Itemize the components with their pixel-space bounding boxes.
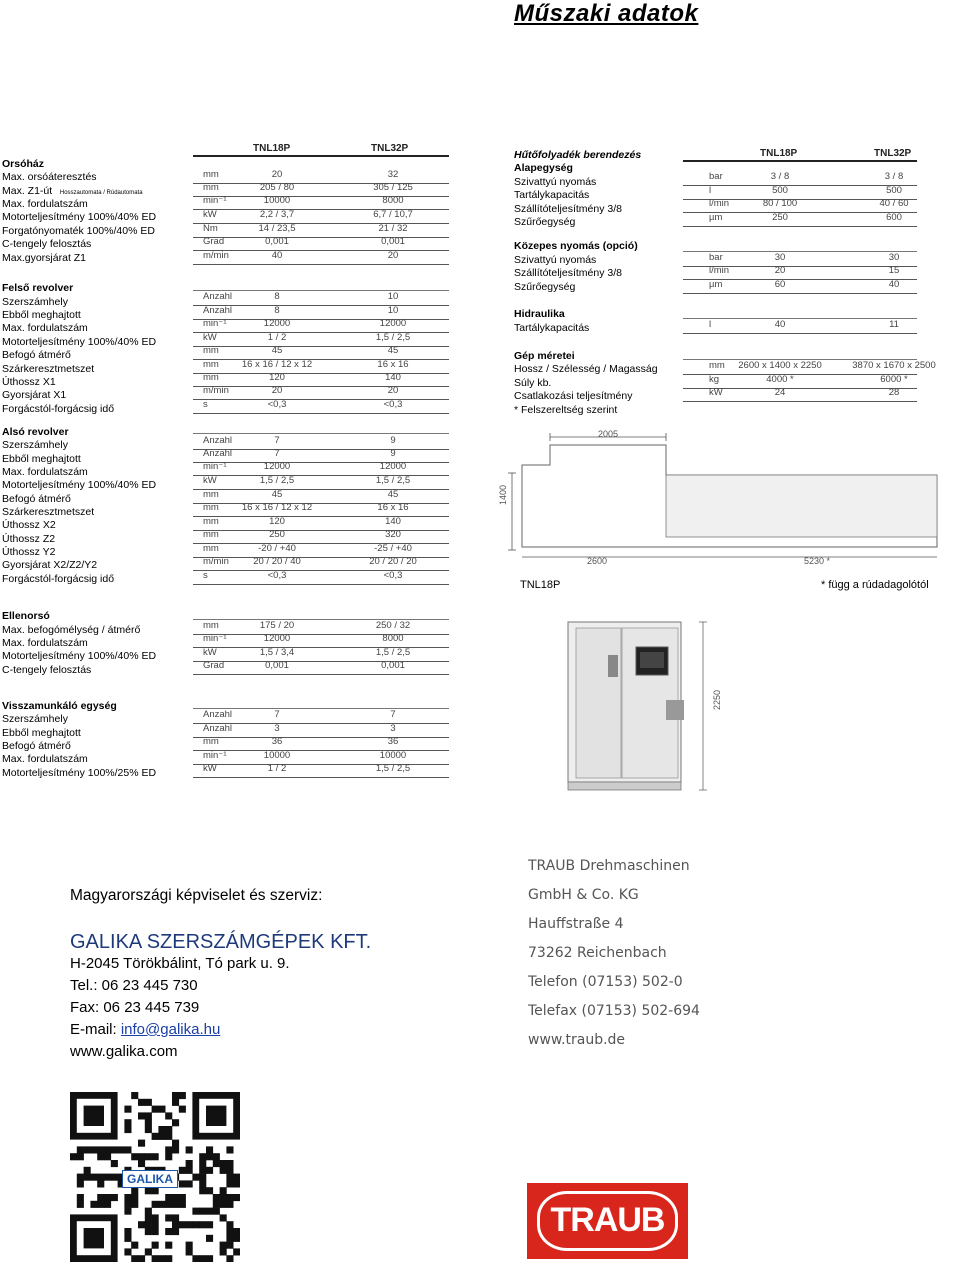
spec-cell-a: 40	[774, 319, 786, 330]
spec-cell-a: 8	[274, 305, 280, 316]
spec-cell-b: 140	[385, 372, 401, 383]
spec-cell-b: 600	[886, 212, 902, 223]
spec-cell-b: 3 / 8	[884, 171, 904, 182]
qr-code	[70, 1092, 240, 1262]
spec-cell-a: 30	[774, 252, 786, 263]
spec-label: Motorteljesítmény 100%/40% ED	[2, 336, 157, 348]
spec-cell-b: 140	[385, 516, 401, 527]
spec-cell-a: 1,5 / 3,4	[259, 647, 295, 658]
spec-label: Max. fordulatszám	[2, 753, 88, 765]
traub-address-line: GmbH & Co. KG	[528, 887, 639, 903]
spec-label: Úthossz Z2	[2, 533, 56, 545]
spec-cell-u: s	[203, 399, 208, 410]
spec-cell-a: 12000	[263, 318, 291, 329]
spec-cell-a: 16 x 16 / 12 x 12	[241, 359, 313, 370]
spec-row	[683, 265, 917, 280]
spec-label: C-tengely felosztás	[2, 664, 92, 676]
spec-cell-u: m/min	[203, 385, 229, 396]
spec-label: Forgácstól-forgácsig idő	[2, 403, 115, 415]
spec-row	[683, 171, 917, 186]
spec-cell-u: mm	[203, 543, 219, 554]
spec-cell-b: 1,5 / 2,5	[375, 475, 411, 486]
spec-label: Hossz / Szélesség / Magasság	[514, 363, 658, 375]
spec-cell-b: 1,5 / 2,5	[375, 763, 411, 774]
email-link[interactable]: info@galika.hu	[120, 1021, 221, 1038]
spec-cell-a: 2600 x 1400 x 2250	[738, 360, 822, 371]
dim-total-width: 5230 *	[804, 556, 831, 566]
spec-label: Motorteljesítmény 100%/25% ED	[2, 767, 157, 779]
company-web: www.galika.com	[70, 1043, 178, 1060]
drawing-model-label: TNL18P	[520, 579, 561, 591]
spec-label: Max.gyorsjárat Z1	[2, 252, 87, 264]
traub-address-line: TRAUB Drehmaschinen	[528, 858, 690, 874]
spec-label: Gép méretei	[514, 350, 575, 362]
spec-row	[193, 250, 449, 265]
column-head-tnl18p: TNL18P	[253, 143, 291, 154]
spec-label: Szárkeresztmetszet	[2, 506, 95, 518]
traub-address-line: Telefon (07153) 502-0	[528, 974, 683, 990]
spec-row	[193, 209, 449, 224]
spec-cell-u: min⁻¹	[203, 750, 227, 761]
spec-cell-b: <0,3	[383, 399, 403, 410]
spec-label: Orsóház	[2, 158, 45, 170]
spec-cell-a: 36	[271, 736, 283, 747]
company-name: GALIKA SZERSZÁMGÉPEK KFT.	[70, 931, 372, 953]
floor-plan-drawing	[490, 425, 950, 595]
spec-row	[193, 570, 449, 585]
spec-cell-a: 20	[271, 169, 283, 180]
spec-cell-a: <0,3	[267, 399, 287, 410]
spec-cell-a: 40	[271, 250, 283, 261]
spec-row	[683, 198, 917, 213]
spec-cell-a: 1 / 2	[267, 763, 287, 774]
spec-cell-u: kW	[203, 209, 217, 220]
spec-cell-u: mm	[203, 489, 219, 500]
spec-cell-a: 1 / 2	[267, 332, 287, 343]
spec-row	[193, 502, 449, 517]
dim-base-width: 2600	[587, 556, 608, 566]
spec-cell-u: kW	[203, 475, 217, 486]
traub-logo-text: TRAUB	[550, 1201, 665, 1239]
spec-row	[193, 385, 449, 400]
spec-label: Max. befogómélység / átmérő	[2, 624, 141, 636]
spec-cell-b: 12000	[379, 318, 407, 329]
spec-label: Szerszámhely	[2, 296, 68, 308]
spec-cell-b: 21 / 32	[378, 223, 408, 234]
spec-row	[193, 556, 449, 571]
spec-cell-a: 120	[269, 516, 285, 527]
dim-top-width: 2005	[598, 429, 619, 439]
spec-cell-a: 60	[774, 279, 786, 290]
spec-row	[193, 529, 449, 544]
spec-cell-b: 16 x 16	[377, 359, 409, 370]
spec-cell-a: 205 / 80	[259, 182, 295, 193]
spec-cell-a: 8	[274, 291, 280, 302]
column-head-tnl32p-right: TNL32P	[874, 148, 912, 159]
spec-row	[193, 709, 449, 724]
spec-cell-b: 1,5 / 2,5	[375, 332, 411, 343]
spec-row	[193, 318, 449, 333]
spec-cell-u: Grad	[203, 660, 225, 671]
spec-cell-a: 250	[269, 529, 285, 540]
spec-row	[683, 360, 936, 375]
spec-cell-a: <0,3	[267, 570, 287, 581]
spec-cell-u: Anzahl	[203, 305, 233, 316]
spec-label: Gyorsjárat X1	[2, 389, 67, 401]
spec-label: Szivattyú nyomás	[514, 176, 597, 188]
spec-label: Hűtőfolyadék berendezés	[514, 149, 642, 161]
spec-cell-b: 10	[387, 305, 399, 316]
spec-cell-u: mm	[203, 169, 219, 180]
spec-label: Tartálykapacitás	[514, 322, 590, 334]
spec-row	[683, 387, 917, 402]
spec-cell-a: -20 / +40	[258, 543, 296, 554]
contact-block	[70, 885, 371, 1063]
spec-cell-b: 20	[387, 250, 399, 261]
traub-address-line: Telefax (07153) 502-694	[528, 1003, 700, 1019]
spec-cell-a: 80 / 100	[762, 198, 798, 209]
spec-cell-u: mm	[203, 620, 219, 631]
spec-cell-a: 2,2 / 3,7	[259, 209, 295, 220]
spec-cell-u: bar	[709, 171, 723, 182]
spec-label: Szűrőegység	[514, 216, 576, 228]
spec-label: Motorteljesítmény 100%/40% ED	[2, 650, 157, 662]
column-head-tnl18p-right: TNL18P	[760, 148, 798, 159]
spec-cell-b: 9	[390, 435, 396, 446]
spec-cell-a: 45	[271, 345, 283, 356]
spec-label: Befogó átmérő	[2, 493, 71, 505]
spec-label: Szűrőegység	[514, 281, 576, 293]
spec-label: Szárkeresztmetszet	[2, 363, 95, 375]
spec-row	[193, 736, 449, 751]
spec-cell-u: kW	[709, 387, 723, 398]
table-top-rule	[193, 155, 449, 157]
spec-row	[193, 660, 449, 675]
spec-label: Ebből meghajtott	[2, 309, 81, 321]
spec-cell-u: mm	[203, 359, 219, 370]
spec-cell-b: 250 / 32	[375, 620, 411, 631]
spec-label: Gyorsjárat X2/Z2/Y2	[2, 559, 98, 571]
spec-cell-u: bar	[709, 252, 723, 263]
spec-cell-a: 10000	[263, 195, 291, 206]
spec-cell-b: 45	[387, 489, 399, 500]
spec-cell-b: 15	[888, 265, 900, 276]
spec-cell-a: 7	[274, 709, 280, 720]
spec-label: Csatlakozási teljesítmény	[514, 390, 633, 402]
spec-label: Úthossz X1	[2, 376, 56, 388]
spec-cell-b: 40	[888, 279, 900, 290]
spec-cell-a: 120	[269, 372, 285, 383]
dim-machine-height: 2250	[712, 689, 722, 710]
spec-cell-b: 1,5 / 2,5	[375, 647, 411, 658]
column-head-tnl32p: TNL32P	[371, 143, 409, 154]
spec-cell-a: 4000 *	[766, 374, 794, 385]
spec-cell-b: 3	[390, 723, 396, 734]
spec-label: Úthossz X2	[2, 519, 56, 531]
spec-label: Úthossz Y2	[2, 546, 56, 558]
spec-cell-u: l	[709, 319, 712, 330]
spec-cell-b: 28	[888, 387, 900, 398]
spec-label: Max. fordulatszám	[2, 322, 88, 334]
spec-label: * Felszereltség szerint	[514, 404, 618, 416]
spec-cell-b: 20	[387, 385, 399, 396]
spec-cell-a: 175 / 20	[259, 620, 295, 631]
spec-cell-a: 7	[274, 435, 280, 446]
spec-cell-u: m/min	[203, 556, 229, 567]
spec-cell-u: min⁻¹	[203, 195, 227, 206]
spec-row	[193, 236, 449, 251]
company-tel: Tel.: 06 23 445 730	[70, 977, 198, 994]
spec-label: Max. Z1-út Hosszautomata / Rúdautomata	[2, 185, 143, 197]
spec-row	[193, 763, 449, 778]
traub-address-line: 73262 Reichenbach	[528, 945, 667, 961]
spec-row	[193, 475, 449, 490]
spec-cell-b: 10	[387, 291, 399, 302]
spec-label: Súly kb.	[514, 377, 552, 389]
spec-cell-b: 10000	[379, 750, 407, 761]
spec-label: Motorteljesítmény 100%/40% ED	[2, 211, 157, 223]
spec-cell-u: mm	[203, 736, 219, 747]
spec-cell-a: 20 / 20 / 40	[253, 556, 301, 567]
spec-cell-b: 500	[886, 185, 902, 196]
spec-cell-u: Anzahl	[203, 291, 233, 302]
spec-label: Befogó átmérő	[2, 349, 71, 361]
spec-cell-u: µm	[709, 279, 723, 290]
spec-cell-u: mm	[203, 502, 219, 513]
qr-label: GALIKA	[122, 1170, 178, 1188]
spec-label: Befogó átmérő	[2, 740, 71, 752]
spec-cell-u: mm	[203, 182, 219, 193]
spec-cell-u: mm	[203, 516, 219, 527]
spec-cell-b: 8000	[382, 633, 404, 644]
spec-label: Közepes nyomás (opció)	[514, 240, 638, 252]
spec-label: Szállítóteljesítmény 3/8	[514, 267, 622, 279]
spec-cell-b: 3870 x 1670 x 2500	[852, 360, 936, 371]
spec-row	[683, 212, 917, 227]
spec-cell-u: mm	[203, 345, 219, 356]
spec-label: Forgatónyomaték 100%/40% ED	[2, 225, 155, 237]
spec-cell-b: 320	[385, 529, 401, 540]
spec-cell-a: 0,001	[265, 236, 289, 247]
spec-label: C-tengely felosztás	[2, 238, 92, 250]
company-fax: Fax: 06 23 445 739	[70, 999, 200, 1016]
spec-cell-u: µm	[709, 212, 723, 223]
spec-cell-a: 24	[774, 387, 786, 398]
spec-cell-u: l	[709, 185, 712, 196]
table-top-rule-right	[683, 160, 917, 162]
spec-cell-u: mm	[203, 529, 219, 540]
spec-label: Max. fordulatszám	[2, 466, 88, 478]
traub-address-line: Hauffstraße 4	[528, 916, 624, 932]
spec-label: Szállítóteljesítmény 3/8	[514, 203, 622, 215]
spec-cell-a: 250	[772, 212, 788, 223]
spec-label: Ebből meghajtott	[2, 727, 81, 739]
spec-cell-u: s	[203, 570, 208, 581]
spec-cell-u: kW	[203, 332, 217, 343]
spec-cell-u: min⁻¹	[203, 318, 227, 329]
spec-cell-b: 8000	[382, 195, 404, 206]
company-email-line: E-mail: info@galika.hu	[70, 1021, 221, 1038]
spec-label: Szerszámhely	[2, 439, 68, 451]
spec-cell-a: 3 / 8	[770, 171, 790, 182]
spec-cell-a: 12000	[263, 633, 291, 644]
spec-row	[193, 461, 449, 476]
spec-cell-b: 7	[390, 709, 396, 720]
spec-cell-u: l/min	[709, 198, 730, 209]
spec-cell-b: <0,3	[383, 570, 403, 581]
spec-cell-u: mm	[203, 372, 219, 383]
spec-cell-b: 12000	[379, 461, 407, 472]
spec-cell-a: 500	[772, 185, 788, 196]
spec-label: Max. fordulatszám	[2, 198, 88, 210]
spec-row	[683, 319, 917, 334]
spec-label: Ellenorsó	[2, 610, 50, 622]
spec-label: Max. orsóáteresztés	[2, 171, 97, 183]
machine-front-view	[556, 600, 736, 805]
spec-label: Motorteljesítmény 100%/40% ED	[2, 479, 157, 491]
spec-label: Szivattyú nyomás	[514, 254, 597, 266]
spec-cell-a: 7	[274, 448, 280, 459]
table-rule	[193, 433, 449, 434]
spec-row	[193, 195, 449, 210]
spec-cell-u: m/min	[203, 250, 229, 261]
spec-cell-a: 12000	[263, 461, 291, 472]
spec-cell-b: 9	[390, 448, 396, 459]
spec-cell-b: 305 / 125	[373, 182, 413, 193]
spec-cell-b: 0,001	[381, 236, 405, 247]
spec-label: Visszamunkáló egység	[2, 700, 117, 712]
spec-row	[193, 633, 449, 648]
drawing-note: * függ a rúdadagolótól	[821, 579, 929, 591]
spec-cell-a: 45	[271, 489, 283, 500]
spec-cell-b: 45	[387, 345, 399, 356]
traub-address-line: www.traub.de	[528, 1032, 626, 1048]
spec-cell-u: Anzahl	[203, 709, 233, 720]
dim-height: 1400	[498, 484, 508, 505]
spec-cell-a: 3	[274, 723, 280, 734]
spec-label: Alapegység	[514, 162, 573, 174]
spec-cell-u: Anzahl	[203, 448, 233, 459]
spec-cell-b: 20 / 20 / 20	[369, 556, 417, 567]
spec-cell-u: Grad	[203, 236, 225, 247]
spec-cell-b: -25 / +40	[374, 543, 412, 554]
spec-cell-b: 30	[888, 252, 900, 263]
spec-cell-u: Anzahl	[203, 723, 233, 734]
spec-cell-u: l/min	[709, 265, 730, 276]
spec-label: Forgácstól-forgácsig idő	[2, 573, 115, 585]
spec-cell-a: 14 / 23,5	[258, 223, 296, 234]
spec-cell-a: 0,001	[265, 660, 289, 671]
traub-address	[528, 852, 700, 1055]
spec-label: Felső revolver	[2, 282, 74, 294]
spec-cell-b: 11	[889, 319, 899, 330]
contact-heading: Magyarországi képviselet és szerviz:	[70, 887, 323, 904]
spec-cell-b: 40 / 60	[879, 198, 909, 209]
spec-cell-b: 16 x 16	[377, 502, 409, 513]
spec-cell-u: Anzahl	[203, 435, 233, 446]
spec-cell-u: kg	[709, 374, 720, 385]
spec-label: Hidraulika	[514, 308, 565, 320]
spec-cell-u: kW	[203, 763, 217, 774]
spec-row	[193, 291, 449, 306]
spec-cell-a: 1,5 / 2,5	[259, 475, 295, 486]
spec-label: Ebből meghajtott	[2, 453, 81, 465]
spec-cell-b: 32	[387, 169, 399, 180]
spec-cell-b: 0,001	[381, 660, 405, 671]
spec-cell-u: Nm	[203, 223, 218, 234]
traub-logo	[527, 1183, 688, 1259]
spec-cell-u: kW	[203, 647, 217, 658]
spec-row	[193, 345, 449, 360]
spec-cell-a: 20	[271, 385, 283, 396]
spec-label: Max. fordulatszám	[2, 637, 88, 649]
spec-label: Alsó revolver	[2, 426, 69, 438]
page-title: Műszaki adatok	[514, 0, 699, 27]
spec-cell-u: min⁻¹	[203, 633, 227, 644]
spec-cell-u: mm	[709, 360, 725, 371]
spec-cell-u: min⁻¹	[203, 461, 227, 472]
spec-cell-b: 6000 *	[880, 374, 908, 385]
spec-label: Tartálykapacitás	[514, 189, 590, 201]
spec-cell-a: 10000	[263, 750, 291, 761]
spec-row	[683, 279, 917, 294]
spec-cell-a: 20	[774, 265, 786, 276]
spec-label: Szerszámhely	[2, 713, 68, 725]
spec-cell-b: 6,7 / 10,7	[373, 209, 413, 220]
spec-row	[193, 399, 449, 414]
company-address: H-2045 Törökbálint, Tó park u. 9.	[70, 955, 290, 972]
spec-cell-a: 16 x 16 / 12 x 12	[241, 502, 313, 513]
spec-cell-b: 36	[387, 736, 399, 747]
